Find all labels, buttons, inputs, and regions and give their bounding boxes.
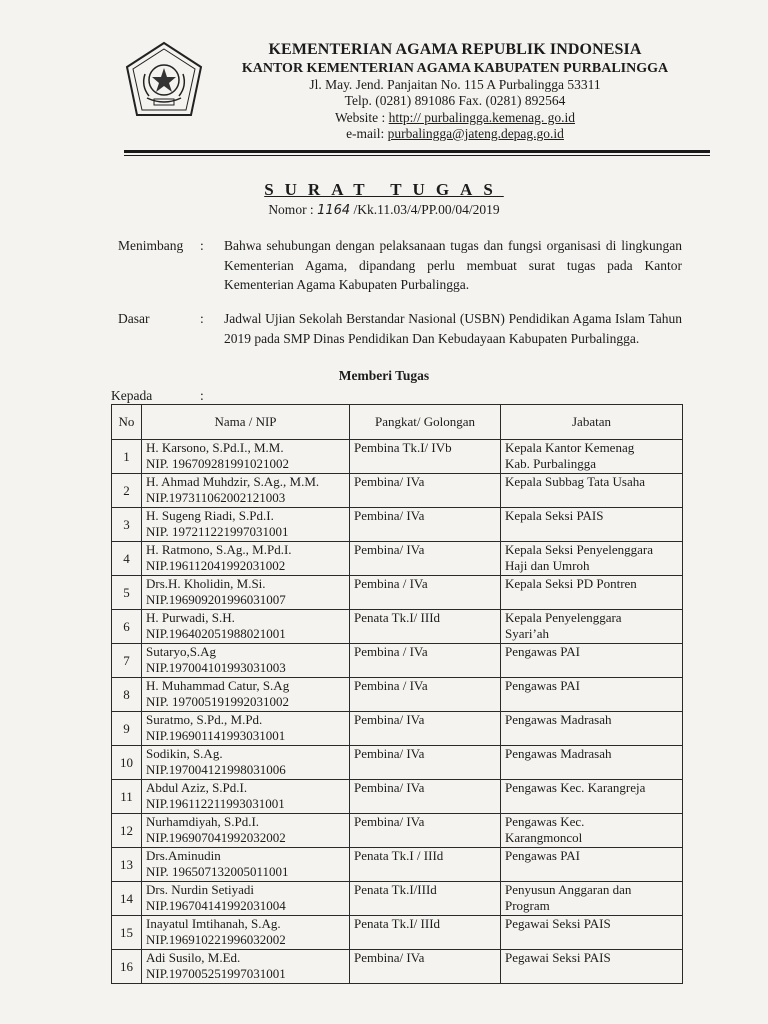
row-no: 15 xyxy=(112,916,142,950)
row-nama: Adi Susilo, M.Ed. xyxy=(146,950,241,965)
row-pangkat: Penata Tk.I/IIId xyxy=(350,882,501,916)
row-nip: NIP. 197005191992031002 xyxy=(146,694,290,709)
row-jabatan-line1: Kepala Subbag Tata Usaha xyxy=(505,474,645,489)
table-row xyxy=(112,474,683,508)
row-nama: H. Sugeng Riadi, S.Pd.I. xyxy=(146,508,274,523)
row-nama: Abdul Aziz, S.Pd.I. xyxy=(146,780,248,795)
table-row xyxy=(112,746,683,780)
row-jabatan xyxy=(501,474,683,508)
row-nama: H. Ahmad Muhdzir, S.Ag., M.M. xyxy=(146,474,320,489)
row-nama: Drs. Nurdin Setiyadi xyxy=(146,882,254,897)
row-pangkat: Penata Tk.I/ IIId xyxy=(350,916,501,950)
row-pangkat: Pembina/ IVa xyxy=(350,542,501,576)
row-no: 12 xyxy=(112,814,142,848)
row-nama-nip xyxy=(142,746,350,780)
row-no: 5 xyxy=(112,576,142,610)
row-nama-nip xyxy=(142,644,350,678)
header-no: No xyxy=(112,405,142,440)
row-nip: NIP.196907041992032002 xyxy=(146,830,286,845)
header-rule-thin xyxy=(124,155,710,156)
row-nip: NIP.196704141992031004 xyxy=(146,898,286,913)
table-row xyxy=(112,508,683,542)
office-phone: Telp. (0281) 891086 Fax. (0281) 892564 xyxy=(344,93,566,109)
row-nama-nip xyxy=(142,950,350,984)
row-jabatan xyxy=(501,814,683,848)
row-nama-nip xyxy=(142,474,350,508)
row-jabatan-line1: Pengawas PAI xyxy=(505,848,580,863)
row-no: 6 xyxy=(112,610,142,644)
row-nama-nip xyxy=(142,576,350,610)
row-jabatan-line1: Pengawas Madrasah xyxy=(505,712,612,727)
table-row xyxy=(112,576,683,610)
row-pangkat: Pembina / IVa xyxy=(350,576,501,610)
assignment-table xyxy=(111,404,683,984)
row-no: 7 xyxy=(112,644,142,678)
row-no: 13 xyxy=(112,848,142,882)
table-header-row xyxy=(112,405,683,440)
row-nama-nip xyxy=(142,542,350,576)
row-jabatan xyxy=(501,542,683,576)
row-nama: Sutaryo,S.Ag xyxy=(146,644,217,659)
table-row xyxy=(112,848,683,882)
row-jabatan xyxy=(501,644,683,678)
row-nip: NIP.196112041992031002 xyxy=(146,558,286,573)
row-nama: Suratmo, S.Pd., M.Pd. xyxy=(146,712,263,727)
table-row xyxy=(112,780,683,814)
row-nip: NIP. 196507132005011001 xyxy=(146,864,289,879)
ministry-emblem-icon xyxy=(121,40,207,122)
row-jabatan xyxy=(501,440,683,474)
document-title: SURAT TUGAS xyxy=(264,180,504,199)
row-jabatan-line1: Pengawas Madrasah xyxy=(505,746,612,761)
ministry-name: KEMENTERIAN AGAMA REPUBLIK INDONESIA xyxy=(268,41,642,58)
row-pangkat: Pembina/ IVa xyxy=(350,780,501,814)
row-nama-nip xyxy=(142,882,350,916)
row-jabatan-line1: Pengawas Kec. Karangreja xyxy=(505,780,646,795)
row-jabatan-line1: Kepala Penyelenggara xyxy=(505,610,622,625)
row-nama: H. Purwadi, S.H. xyxy=(146,610,235,625)
row-pangkat: Pembina / IVa xyxy=(350,678,501,712)
dasar-label: Dasar xyxy=(118,311,150,326)
row-no: 2 xyxy=(112,474,142,508)
row-jabatan-line1: Kepala Seksi Penyelenggara xyxy=(505,542,654,557)
row-nama-nip xyxy=(142,678,350,712)
row-pangkat: Pembina/ IVa xyxy=(350,508,501,542)
row-jabatan xyxy=(501,882,683,916)
row-no: 11 xyxy=(112,780,142,814)
row-jabatan xyxy=(501,950,683,984)
row-jabatan-line2: Haji dan Umroh xyxy=(505,558,590,573)
row-no: 3 xyxy=(112,508,142,542)
row-jabatan-line1: Kepala Kantor Kemenag xyxy=(505,440,635,455)
row-jabatan-line2: Syari’ah xyxy=(505,626,550,641)
row-jabatan-line1: Pengawas PAI xyxy=(505,644,580,659)
row-pangkat: Pembina / IVa xyxy=(350,644,501,678)
row-nama: Inayatul Imtihanah, S.Ag. xyxy=(146,916,281,931)
row-jabatan xyxy=(501,610,683,644)
menimbang-label: Menimbang xyxy=(118,238,184,253)
website-link[interactable]: http:// purbalingga.kemenag. go.id xyxy=(388,109,575,125)
row-nip: NIP.196402051988021001 xyxy=(146,626,286,641)
row-nip: NIP. 197211221997031001 xyxy=(146,524,289,539)
email-link[interactable]: purbalingga@jateng.depag.go.id xyxy=(387,126,564,141)
row-nip: NIP.197004101993031003 xyxy=(146,660,286,675)
row-pangkat: Pembina/ IVa xyxy=(350,950,501,984)
row-no: 10 xyxy=(112,746,142,780)
row-jabatan-line2: Program xyxy=(505,898,550,913)
dasar-text: Jadwal Ujian Sekolah Berstandar Nasional (USBN) Pendidikan Agama Islam Tahun 2019 pada SMP Dinas Pendidikan Dan Kebudayaan Kabupaten Purbalingga. xyxy=(224,311,682,346)
row-jabatan-line1: Pengawas Kec. xyxy=(505,814,585,829)
menimbang-text: Bahwa sehubungan dengan pelaksanaan tugas dan fungsi organisasi di lingkungan Kementerian Agama, dipandang perlu membuat surat tugas pada Kantor Kementerian Agama Kabupaten Purbalingga. xyxy=(224,238,682,292)
row-jabatan-line2: Kab. Purbalingga xyxy=(505,456,596,471)
header-rule-thick xyxy=(124,150,710,153)
row-jabatan xyxy=(501,848,683,882)
row-pangkat: Pembina/ IVa xyxy=(350,814,501,848)
row-no: 16 xyxy=(112,950,142,984)
row-no: 4 xyxy=(112,542,142,576)
row-pangkat: Pembina/ IVa xyxy=(350,712,501,746)
row-nip: NIP.196112211993031001 xyxy=(146,796,285,811)
row-jabatan xyxy=(501,916,683,950)
row-jabatan xyxy=(501,508,683,542)
row-nama-nip xyxy=(142,440,350,474)
row-nama: Sodikin, S.Ag. xyxy=(146,746,223,761)
header-pangkat: Pangkat/ Golongan xyxy=(350,405,501,440)
row-nama: Nurhamdiyah, S.Pd.I. xyxy=(146,814,260,829)
header-jabatan: Jabatan xyxy=(501,405,683,440)
table-row xyxy=(112,882,683,916)
office-address: Jl. May. Jend. Panjaitan No. 115 A Purbalingga 53311 xyxy=(309,76,601,92)
row-nip: NIP. 196709281991021002 xyxy=(146,456,290,471)
table-row xyxy=(112,916,683,950)
row-nama-nip xyxy=(142,712,350,746)
row-jabatan xyxy=(501,712,683,746)
table-row xyxy=(112,950,683,984)
row-nama: H. Ratmono, S.Ag., M.Pd.I. xyxy=(146,542,292,557)
row-nama-nip xyxy=(142,848,350,882)
row-pangkat: Penata Tk.I / IIId xyxy=(350,848,501,882)
table-row xyxy=(112,542,683,576)
letterhead xyxy=(205,40,705,142)
office-website: Website : http:// purbalingga.kemenag. go.id xyxy=(335,109,575,125)
table-row xyxy=(112,610,683,644)
row-jabatan-line1: Penyusun Anggaran dan xyxy=(505,882,632,897)
table-row xyxy=(112,814,683,848)
row-no: 14 xyxy=(112,882,142,916)
row-jabatan-line2: Karangmoncol xyxy=(505,830,583,845)
row-nip: NIP.197005251997031001 xyxy=(146,966,286,981)
row-jabatan-line1: Pengawas PAI xyxy=(505,678,580,693)
row-pangkat: Pembina Tk.I/ IVb xyxy=(350,440,501,474)
handwritten-number: 1164 xyxy=(317,203,351,218)
row-nip: NIP.196901141993031001 xyxy=(146,728,286,743)
row-jabatan-line1: Pegawai Seksi PAIS xyxy=(505,916,611,931)
document-number: Nomor : 1164 /Kk.11.03/4/PP.00/04/2019 xyxy=(268,202,500,218)
row-jabatan xyxy=(501,746,683,780)
row-pangkat: Penata Tk.I/ IIId xyxy=(350,610,501,644)
table-row xyxy=(112,440,683,474)
row-jabatan-line1: Kepala Seksi PAIS xyxy=(505,508,604,523)
row-jabatan-line1: Kepala Seksi PD Pontren xyxy=(505,576,637,591)
row-pangkat: Pembina/ IVa xyxy=(350,474,501,508)
row-nama: H. Karsono, S.Pd.I., M.M. xyxy=(146,440,284,455)
row-no: 8 xyxy=(112,678,142,712)
row-jabatan xyxy=(501,576,683,610)
row-nama: H. Muhammad Catur, S.Ag xyxy=(146,678,290,693)
document-page: KEMENTERIAN AGAMA REPUBLIK INDONESIA KANTOR KEMENTERIAN AGAMA KABUPATEN PURBALINGGA Jl. May. Jend. Panjaitan No. 115 A Purbalingga 53311 Telp. (0281) 891086 Fax. (0281) 892564 Website : http:// purbalingga.kemenag. go.id e-mail: purbalingga@jateng.depag.go.id SURAT TUGAS Nomor : 1164 /Kk.11.03/4/PP.00/04/2019 Menimbang : Bahwa sehubungan dengan pelaksanaan tugas dan fungsi organisasi di lingkungan Kementerian Agama, dipandang perlu membuat surat tugas pada Kantor Kementerian Agama Kabupaten Purbalingga. Dasar : Jadwal Ujian Sekolah Berstandar Nasional (USBN) Pendidikan Agama Islam Tahun 2019 pada SMP Dinas Pendidikan Dan Kebudayaan Kabupaten Purbalingga. Memberi Tugas Kepada : No Nama / NIP Pangkat/ Golongan Jabatan 1 H. Karsono, S.Pd.I., M.M. NIP. 196709281991021002 Pembina Tk.I/ IVb Kepala Kantor Kemenag Kab. Purbalingga 2 H. Ahmad Muhdzir, S.Ag., M.M. NIP.197311062002121003 Pembina/ IVa Kepala Subbag Tata Usaha 3 H. Sugeng Riadi, S.Pd.I. NIP. 197211221997031001 Pembina/ IVa Kepala Seksi PAIS 4 H. Ratmono, S.Ag., M.Pd.I. NIP.196112041992031002 Pembina/ IVa Kepala Seksi Penyelenggara Haji dan Umroh 5 Drs.H. Kholidin, M.Si. NIP.196909201996031007 Pembina / IVa Kepala Seksi PD Pontren 6 H. Purwadi, S.H. NIP.196402051988021001 Penata Tk.I/ IIId Kepala Penyelenggara Syari’ah 7 Sutaryo,S.Ag NIP.197004101993031003 Pembina / IVa Pengawas PAI 8 H. Muhammad Catur, S.Ag NIP. 197005191992031002 Pembina / IVa Pengawas PAI 9 Suratmo, S.Pd., M.Pd. NIP.196901141993031001 Pembina/ IVa Pengawas Madrasah 10 Sodikin, S.Ag. NIP.197004121998031006 Pembina/ IVa Pengawas Madrasah 11 Abdul Aziz, S.Pd.I. NIP.196112211993031001 Pembina/ IVa Pengawas Kec. Karangreja 12 Nurhamdiyah, S.Pd.I. NIP.196907041992032002 Pembina/ IVa Pengawas Kec. Karangmoncol 13 Drs.Aminudin NIP. 196507132005011001 Penata Tk.I / IIId Pengawas PAI 14 Drs. Nurdin Setiyadi NIP.196704141992031004 Penata Tk.I/IIId Penyusun Anggaran dan Program 15 Inayatul Imtihanah, S.Ag. NIP.196910221996032002 Penata Tk.I/ IIId Pegawai Seksi PAIS 16 Adi Susilo, M.Ed. NIP.197005251997031001 Pembina/ IVa Pegawai Seksi PAIS xyxy=(0,0,768,1024)
row-pangkat: Pembina/ IVa xyxy=(350,746,501,780)
row-no: 1 xyxy=(112,440,142,474)
row-jabatan xyxy=(501,780,683,814)
header-nama: Nama / NIP xyxy=(142,405,350,440)
row-nama-nip xyxy=(142,780,350,814)
office-name: KANTOR KEMENTERIAN AGAMA KABUPATEN PURBALINGGA xyxy=(241,60,669,76)
table-row xyxy=(112,644,683,678)
row-nip: NIP.197004121998031006 xyxy=(146,762,286,777)
row-nip: NIP.196910221996032002 xyxy=(146,932,286,947)
memberi-tugas-heading: Memberi Tugas xyxy=(338,368,430,383)
row-nama-nip xyxy=(142,814,350,848)
row-jabatan xyxy=(501,678,683,712)
table-row xyxy=(112,712,683,746)
row-nama-nip xyxy=(142,916,350,950)
row-no: 9 xyxy=(112,712,142,746)
office-email: e-mail: purbalingga@jateng.depag.go.id xyxy=(346,126,564,141)
row-nama-nip xyxy=(142,610,350,644)
kepada-label: Kepada xyxy=(111,388,153,403)
row-nama: Drs.Aminudin xyxy=(146,848,221,863)
row-jabatan-line1: Pegawai Seksi PAIS xyxy=(505,950,611,965)
row-nama-nip xyxy=(142,508,350,542)
row-nama: Drs.H. Kholidin, M.Si. xyxy=(146,576,266,591)
table-row xyxy=(112,678,683,712)
row-nip: NIP.197311062002121003 xyxy=(146,490,286,505)
row-nip: NIP.196909201996031007 xyxy=(146,592,286,607)
